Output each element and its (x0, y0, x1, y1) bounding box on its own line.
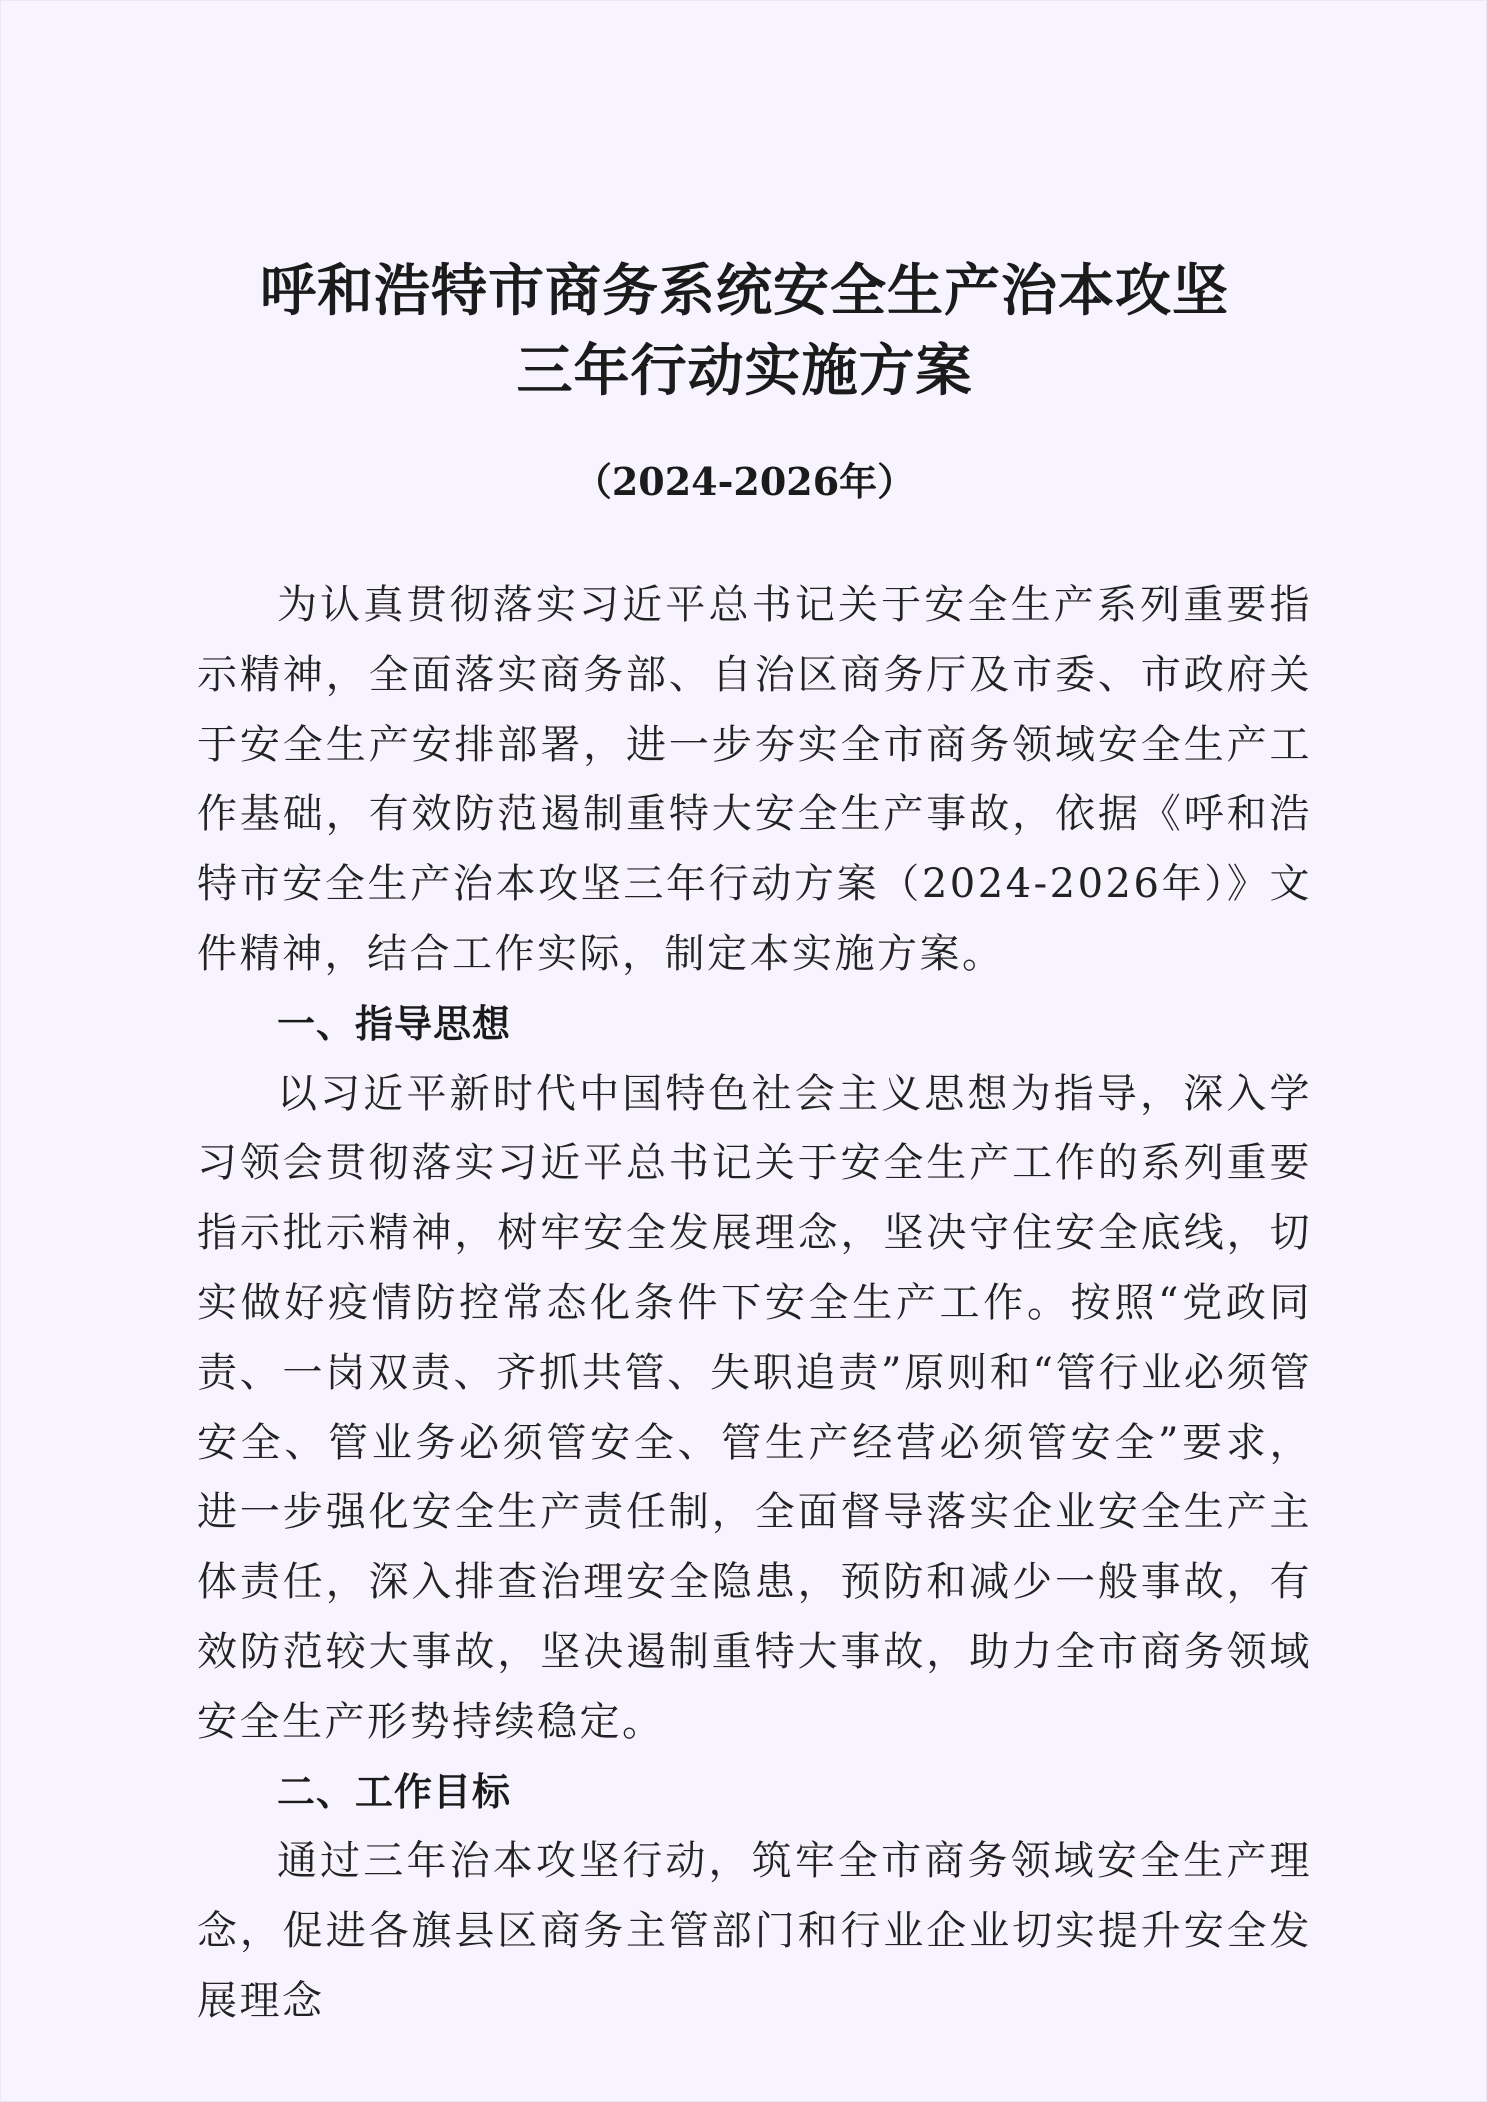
title-line-2: 三年行动实施方案 (516, 338, 973, 404)
title-line-1: 呼和浩特市商务系统安全生产治本攻坚 (260, 258, 1229, 324)
document-body (197, 571, 1312, 2037)
intro-paragraph: 为认真贯彻落实习近平总书记关于安全生产系列重要指示精神，全面落实商务部、自治区商务厅及市委、市政府关于安全生产安排部署，进一步夯实全市商务领域安全生产工作基础，有效防范遏制重特大安全生产事故，依据《呼和浩特市安全生产治本攻坚三年行动方案（2024-2026年）》文件精神，结合工作实际，制定本实施方案。 (197, 582, 1312, 977)
section-heading-guiding-ideology: 一、指导思想 (277, 1001, 512, 1046)
section-heading-work-goals: 二、工作目标 (277, 1769, 512, 1814)
guiding-ideology-paragraph: 以习近平新时代中国特色社会主义思想为指导，深入学习领会贯彻落实习近平总书记关于安全生产工作的系列重要指示批示精神，树牢安全发展理念，坚决守住安全底线，切实做好疫情防控常态化条件下安全生产工作。按照“党政同责、一岗双责、齐抓共管、失职追责”原则和“管行业必须管安全、管业务必须管安全、管生产经营必须管安全”要求，进一步强化安全生产责任制，全面督导落实企业安全生产主体责任，深入排查治理安全隐患，预防和减少一般事故，有效防范较大事故，坚决遏制重特大事故，助力全市商务领域安全生产形势持续稳定。 (197, 1070, 1312, 1745)
document-subtitle: （2024-2026年） (573, 459, 916, 504)
document-title (1, 251, 1487, 411)
work-goals-paragraph: 通过三年治本攻坚行动，筑牢全市商务领域安全生产理念，促进各旗县区商务主管部门和行业企业切实提升安全发展理念 (197, 1838, 1312, 2024)
